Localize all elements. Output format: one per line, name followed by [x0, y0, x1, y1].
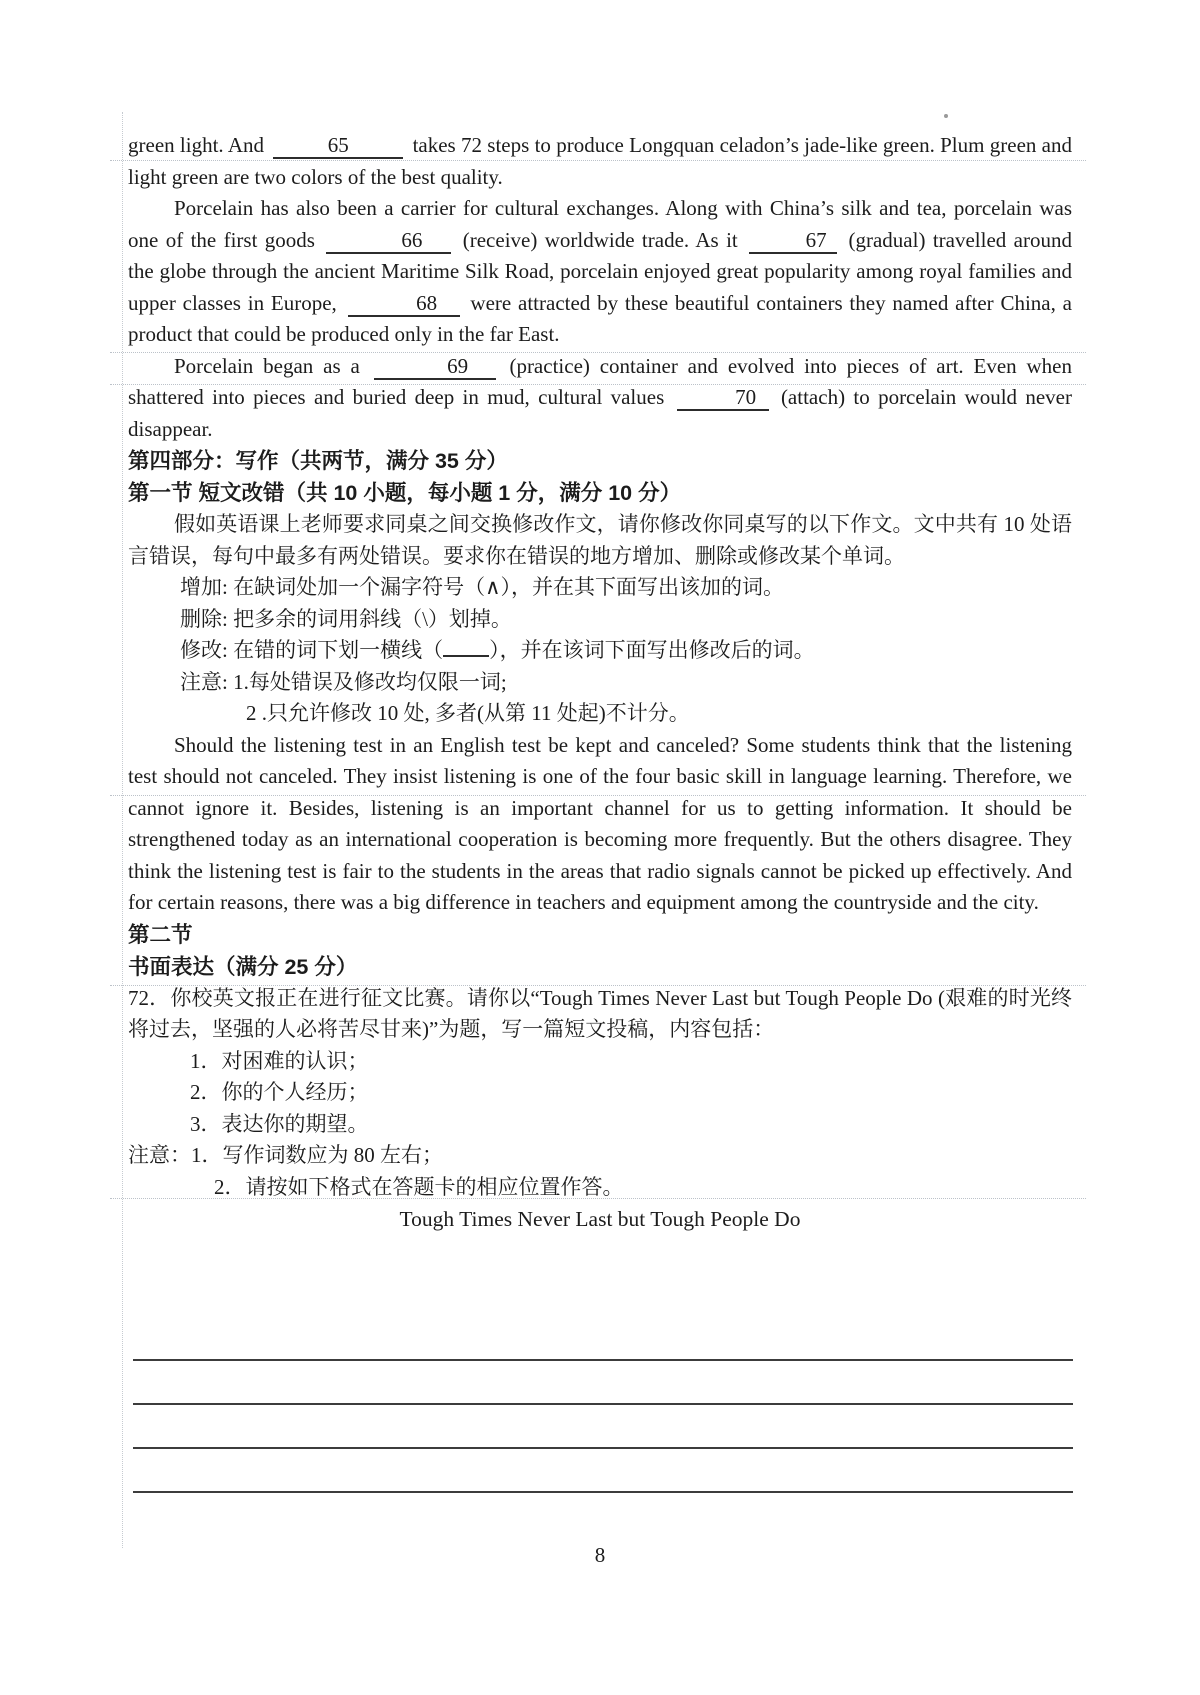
answer-line	[133, 1359, 1073, 1361]
cloze-text: (gradual) travelled around the globe through the ancient Maritime Silk Road, porcelain enjoyed great popularity among royal families and upper classes in Europe,	[128, 227, 1072, 315]
writing-note-2: 2．请按如下格式在答题卡的相应位置作答。	[214, 1174, 624, 1199]
writing-point-2: 2．你的个人经历；	[190, 1080, 369, 1104]
cloze-text: takes 72 steps to produce Longquan celadon’s jade-like green. Plum green and light green are two colors of the best quality.	[128, 133, 1072, 189]
cloze-text: (practice) container and evolved into pieces of art. Even when shattered into pieces and buried deep in mud, cultural values	[128, 353, 1072, 409]
correction-passage: Should the listening test in an English test be kept and canceled? Some students think that the listening test should not canceled. They insist listening is one of the four basic skill in language learning. Therefore, we cannot ignore it. Besides, listening is an important channel for us to getting information. It should be strengthened today as an international cooperation is becoming more frequently. But the others disagree. They think the listening test is fair to the students in the areas that radio signals cannot be picked up effectively. And for certain reasons, there was a big difference in teachers and equipment among the countryside and the city.	[128, 732, 1072, 914]
writing-note-1: 注意：1．写作词数应为 80 左右；	[128, 1143, 443, 1167]
blank-67: 67	[749, 229, 837, 254]
rule-modify-text: ），并在该词下面写出修改后的词。	[489, 638, 815, 662]
rule-add: 增加: 在缺词处加一个漏字符号（∧），并在其下面写出该加的词。	[180, 575, 784, 599]
essay-title: Tough Times Never Last but Tough People Do	[399, 1207, 801, 1231]
writing-point-3: 3．表达你的期望。	[190, 1111, 369, 1136]
section1-heading: 第一节 短文改错（共 10 小题，每小题 1 分，满分 10 分）	[128, 481, 682, 505]
blank-66: 66	[326, 229, 451, 254]
cloze-paragraph-2	[128, 193, 1072, 351]
exam-content	[128, 130, 1072, 1235]
blank-65: 65	[273, 134, 403, 159]
correction-intro: 假如英语课上老师要求同桌之间交换修改作文，请你修改你同桌写的以下作文。文中共有 10 处语言错误，每句中最多有两处错误。要求你在错误的地方增加、删除或修改某个单词。	[128, 512, 1072, 568]
blank-68: 68	[348, 292, 460, 317]
section2-heading: 第二节	[128, 922, 193, 947]
page-number: 8	[594, 1543, 606, 1567]
cloze-text: green light. And	[128, 133, 270, 157]
modify-underline-blank	[443, 635, 489, 657]
writing-task-72: 72．你校英文报正在进行征文比赛。请你以“Tough Times Never Last but Tough People Do (艰难的时光终将过去，坚强的人必将苦尽甘来)”为题，写一篇短文投稿，内容包括：	[128, 985, 1072, 1041]
answer-line	[133, 1447, 1073, 1449]
cloze-paragraph-1	[128, 130, 1072, 193]
blank-69: 69	[374, 355, 496, 380]
rule-modify	[128, 635, 1072, 667]
part4-heading: 第四部分：写作（共两节，满分 35 分）	[128, 449, 508, 473]
cloze-text: Porcelain has also been a carrier for cultural exchanges. Along with China’s silk and tea, porcelain was one of the first goods	[128, 196, 1072, 252]
writing-point-1: 1．对困难的认识；	[190, 1048, 369, 1073]
cloze-text: Porcelain began as a	[174, 353, 370, 378]
cloze-text: (attach) to porcelain would never disappear.	[128, 385, 1072, 441]
rule-modify-text: 修改: 在错的词下划一横线（	[180, 638, 444, 662]
correction-note-1: 注意: 1.每处错误及修改均仅限一词;	[180, 669, 507, 694]
writing-heading: 书面表达（满分 25 分）	[128, 954, 358, 979]
blank-70: 70	[677, 386, 769, 411]
correction-note-2: 2 .只允许修改 10 处, 多者(从第 11 处起)不计分。	[246, 701, 690, 725]
rule-delete: 删除: 把多余的词用斜线（\）划掉。	[180, 606, 512, 631]
answer-line	[133, 1491, 1073, 1493]
scan-speck	[944, 114, 948, 118]
cloze-text: were attracted by these beautiful containers they named after China, a product that could be produced only in the far East.	[128, 290, 1072, 346]
cloze-paragraph-3	[128, 351, 1072, 446]
answer-line	[133, 1403, 1073, 1405]
cloze-text: (receive) worldwide trade. As it	[455, 227, 746, 252]
left-margin-dotted-line	[122, 112, 123, 1548]
